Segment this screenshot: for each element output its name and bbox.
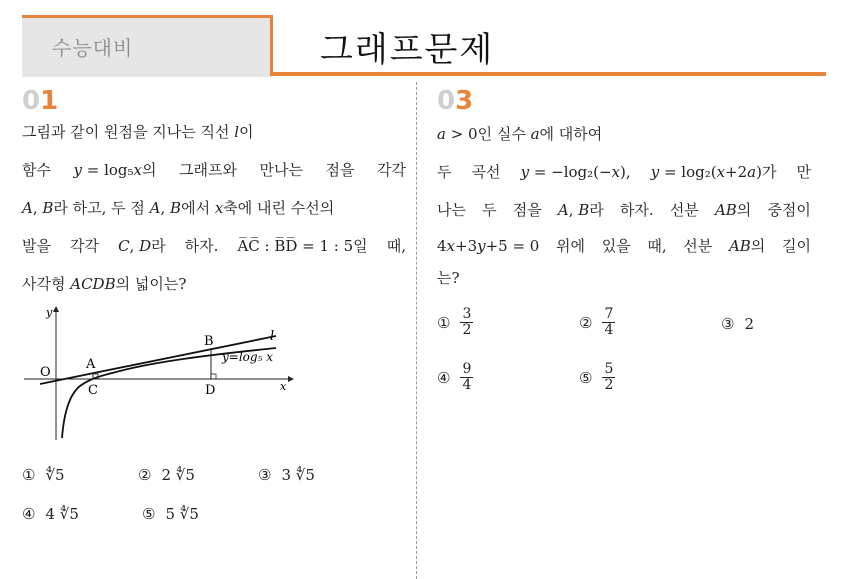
- q1-text-line-3: 𝐴, 𝐵라 하고, 두 점 𝐴, 𝐵에서 𝑥축에 내린 수선의: [22, 199, 335, 217]
- label-point-d: D: [205, 383, 216, 398]
- q3-choice-4[interactable]: ④ $\frac{9}{4}$: [437, 361, 472, 393]
- header-subtitle: 수능대비: [52, 36, 134, 60]
- label-point-c: C: [88, 383, 98, 398]
- header-accent-top: [22, 15, 272, 18]
- label-y: y: [46, 306, 53, 319]
- question-number-01: 01: [22, 86, 59, 116]
- fraction: $\frac{3}{2}$: [462, 306, 472, 338]
- q1-choice-1[interactable]: ① ∜5: [22, 466, 65, 484]
- label-origin: O: [40, 365, 51, 380]
- q1-choice-2[interactable]: ② 2 ∜5: [138, 466, 195, 484]
- q3-text-line-4: 4𝑥+3𝑦+5 = 0 위에 있을 때, 선분 𝐴𝐵의 길이: [437, 237, 811, 255]
- right-angle-d: [211, 374, 216, 379]
- label-curve: y=log₅ x: [222, 350, 273, 364]
- q3-text-line-3: 나는 두 점을 𝐴, 𝐵라 하자. 선분 𝐴𝐵의 중점이: [437, 201, 811, 219]
- q1-text-line-2: 함수 𝑦 = log₅𝑥의 그래프와 만나는 점을 각각: [22, 161, 406, 179]
- label-x: x: [280, 380, 287, 393]
- q1-choice-3[interactable]: ③ 3 ∜5: [258, 466, 315, 484]
- q3-choice-5[interactable]: ⑤ $\frac{5}{2}$: [579, 361, 614, 393]
- label-point-b: B: [204, 334, 214, 349]
- q3-text-line-5: 는?: [437, 269, 460, 287]
- x-axis-arrow: [288, 376, 294, 382]
- q1-text-line-5: 사각형 𝐴𝐶𝐷𝐵의 넓이는?: [22, 275, 187, 293]
- q3-choice-3[interactable]: ③ 2: [721, 315, 754, 333]
- fraction: $\frac{7}{4}$: [604, 306, 614, 338]
- label-line-l: l: [270, 329, 275, 344]
- column-divider: [416, 82, 417, 579]
- q3-choice-2[interactable]: ② $\frac{7}{4}$: [579, 306, 614, 338]
- header-accent-vertical: [270, 15, 273, 75]
- page-title: 그래프문제: [320, 30, 495, 70]
- q1-text-line-1: 그림과 같이 원점을 지나는 직선 𝑙이: [22, 123, 254, 141]
- question-number-03: 03: [437, 86, 474, 116]
- q1-choice-4[interactable]: ④ 4 ∜5: [22, 505, 79, 523]
- fraction: $\frac{9}{4}$: [462, 361, 472, 393]
- q1-text-line-4: 발을 각각 𝐶, 𝐷라 하자. A̅C̅ : B̅D̅ = 1 : 5일 때,: [22, 237, 406, 255]
- q3-text-line-2: 두 곡선 𝑦 = −log₂(−𝑥), 𝑦 = log₂(𝑥+2𝑎)가 만: [437, 163, 811, 181]
- q1-graph: [18, 302, 298, 444]
- fraction: $\frac{5}{2}$: [604, 361, 614, 393]
- q3-choice-1[interactable]: ① $\frac{3}{2}$: [437, 306, 472, 338]
- q1-choice-5[interactable]: ⑤ 5 ∜5: [142, 505, 199, 523]
- q3-text-line-1: 𝑎 > 0인 실수 𝑎에 대하여: [437, 125, 603, 143]
- label-point-a: A: [86, 357, 96, 372]
- header-accent-bottom: [270, 72, 826, 76]
- y-axis-arrow: [53, 306, 59, 312]
